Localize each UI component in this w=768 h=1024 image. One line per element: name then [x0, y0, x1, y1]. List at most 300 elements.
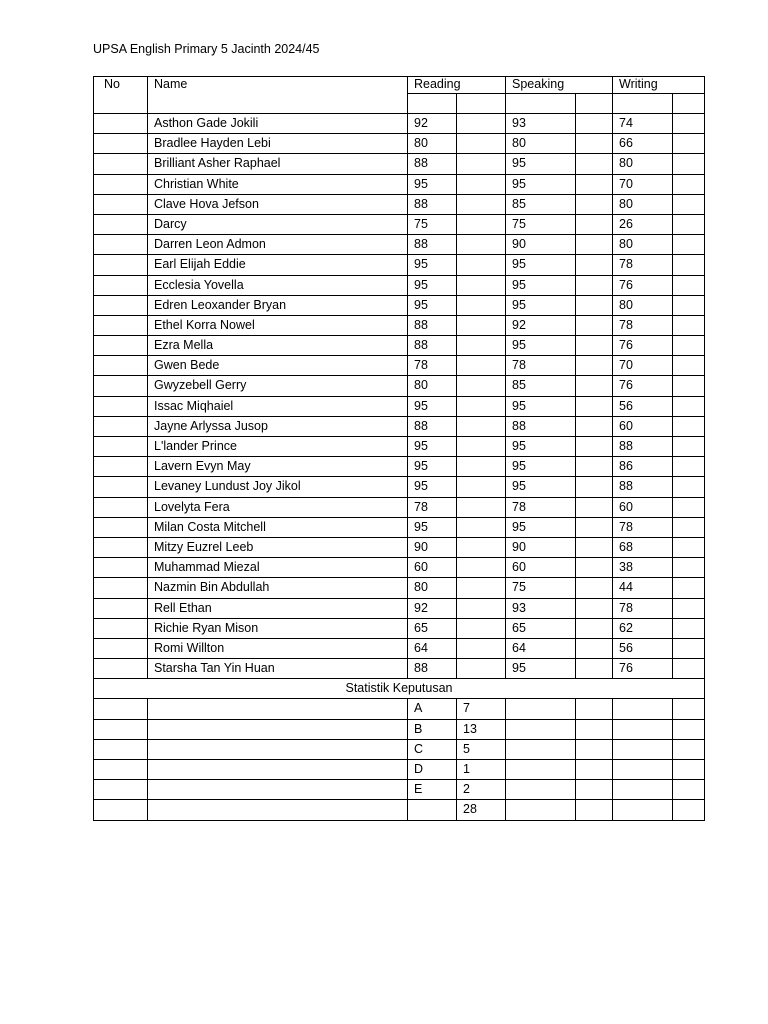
name-cell: Jayne Arlyssa Jusop — [148, 416, 408, 436]
reading-extra-cell — [457, 618, 506, 638]
speaking-score: 75 — [506, 214, 576, 234]
writing-score: 66 — [613, 134, 673, 154]
writing-extra-cell — [673, 356, 705, 376]
speaking-extra-cell — [576, 376, 613, 396]
statistics-row — [94, 760, 705, 780]
reading-score: 95 — [408, 457, 457, 477]
writing-score: 76 — [613, 659, 673, 679]
statistics-row — [94, 719, 705, 739]
empty-cell — [506, 699, 576, 719]
table-row — [94, 517, 705, 537]
reading-score: 80 — [408, 134, 457, 154]
reading-extra-cell — [457, 477, 506, 497]
writing-score: 68 — [613, 537, 673, 557]
speaking-extra-cell — [576, 235, 613, 255]
speaking-extra-cell — [576, 315, 613, 335]
name-cell: Milan Costa Mitchell — [148, 517, 408, 537]
no-cell — [94, 598, 148, 618]
column-header-reading: Reading — [408, 77, 506, 94]
speaking-extra-cell — [576, 477, 613, 497]
reading-extra-cell — [457, 416, 506, 436]
writing-extra-cell — [673, 558, 705, 578]
speaking-score: 95 — [506, 659, 576, 679]
reading-score: 60 — [408, 558, 457, 578]
reading-extra-cell — [457, 235, 506, 255]
reading-score: 88 — [408, 235, 457, 255]
no-cell — [94, 578, 148, 598]
writing-extra-cell — [673, 336, 705, 356]
no-cell — [94, 194, 148, 214]
no-cell — [94, 275, 148, 295]
column-header-name: Name — [148, 77, 408, 114]
speaking-score: 95 — [506, 477, 576, 497]
writing-score: 78 — [613, 315, 673, 335]
name-cell: Brilliant Asher Raphael — [148, 154, 408, 174]
reading-extra-cell — [457, 134, 506, 154]
empty-cell — [613, 739, 673, 759]
table-row — [94, 235, 705, 255]
no-cell — [94, 315, 148, 335]
writing-score: 80 — [613, 295, 673, 315]
table-row — [94, 214, 705, 234]
grade-count: 5 — [457, 739, 506, 759]
writing-extra-cell — [673, 214, 705, 234]
speaking-score: 65 — [506, 618, 576, 638]
writing-score: 80 — [613, 154, 673, 174]
reading-score: 80 — [408, 578, 457, 598]
reading-extra-cell — [457, 517, 506, 537]
speaking-extra-cell — [576, 275, 613, 295]
reading-score: 88 — [408, 154, 457, 174]
writing-score: 80 — [613, 235, 673, 255]
speaking-score: 75 — [506, 578, 576, 598]
table-row — [94, 376, 705, 396]
empty-cell — [506, 800, 576, 820]
table-row — [94, 659, 705, 679]
reading-sub-cell — [457, 94, 506, 114]
speaking-extra-cell — [576, 497, 613, 517]
no-cell — [94, 396, 148, 416]
reading-extra-cell — [457, 194, 506, 214]
empty-cell — [148, 800, 408, 820]
name-cell: Clave Hova Jefson — [148, 194, 408, 214]
empty-cell — [576, 719, 613, 739]
header-row — [94, 77, 705, 94]
writing-score: 26 — [613, 214, 673, 234]
empty-cell — [576, 739, 613, 759]
reading-score: 88 — [408, 315, 457, 335]
speaking-extra-cell — [576, 396, 613, 416]
writing-score: 78 — [613, 517, 673, 537]
reading-score: 95 — [408, 295, 457, 315]
reading-score: 92 — [408, 598, 457, 618]
empty-cell — [576, 800, 613, 820]
writing-extra-cell — [673, 437, 705, 457]
reading-score: 78 — [408, 497, 457, 517]
writing-extra-cell — [673, 295, 705, 315]
speaking-score: 95 — [506, 336, 576, 356]
speaking-score: 95 — [506, 457, 576, 477]
no-cell — [94, 558, 148, 578]
empty-cell — [148, 719, 408, 739]
writing-score: 60 — [613, 416, 673, 436]
empty-cell — [613, 699, 673, 719]
writing-extra-cell — [673, 315, 705, 335]
writing-score: 80 — [613, 194, 673, 214]
reading-extra-cell — [457, 214, 506, 234]
grade-label: D — [408, 760, 457, 780]
reading-extra-cell — [457, 295, 506, 315]
writing-sub-cell — [673, 94, 705, 114]
name-cell: Darcy — [148, 214, 408, 234]
no-cell — [94, 457, 148, 477]
empty-cell — [94, 760, 148, 780]
speaking-extra-cell — [576, 114, 613, 134]
name-cell: Ethel Korra Nowel — [148, 315, 408, 335]
reading-extra-cell — [457, 598, 506, 618]
writing-score: 56 — [613, 396, 673, 416]
name-cell: Romi Willton — [148, 638, 408, 658]
grade-label: E — [408, 780, 457, 800]
statistics-row — [94, 800, 705, 820]
table-row — [94, 477, 705, 497]
reading-extra-cell — [457, 255, 506, 275]
reading-extra-cell — [457, 376, 506, 396]
no-cell — [94, 416, 148, 436]
no-cell — [94, 659, 148, 679]
table-row — [94, 255, 705, 275]
grade-count: 1 — [457, 760, 506, 780]
empty-cell — [576, 780, 613, 800]
writing-score: 60 — [613, 497, 673, 517]
name-cell: Muhammad Miezal — [148, 558, 408, 578]
no-cell — [94, 638, 148, 658]
empty-cell — [613, 719, 673, 739]
writing-score: 62 — [613, 618, 673, 638]
no-cell — [94, 174, 148, 194]
name-cell: Christian White — [148, 174, 408, 194]
writing-extra-cell — [673, 618, 705, 638]
no-cell — [94, 477, 148, 497]
writing-extra-cell — [673, 174, 705, 194]
reading-extra-cell — [457, 315, 506, 335]
reading-score: 80 — [408, 376, 457, 396]
speaking-extra-cell — [576, 356, 613, 376]
reading-extra-cell — [457, 154, 506, 174]
speaking-score: 88 — [506, 416, 576, 436]
name-cell: Mitzy Euzrel Leeb — [148, 537, 408, 557]
empty-cell — [613, 760, 673, 780]
writing-score: 76 — [613, 336, 673, 356]
grade-count: 2 — [457, 780, 506, 800]
writing-sub-cell — [613, 94, 673, 114]
name-cell: Earl Elijah Eddie — [148, 255, 408, 275]
table-row — [94, 537, 705, 557]
grade-label: B — [408, 719, 457, 739]
name-cell: Ecclesia Yovella — [148, 275, 408, 295]
speaking-extra-cell — [576, 174, 613, 194]
table-row — [94, 336, 705, 356]
reading-extra-cell — [457, 457, 506, 477]
table-row — [94, 497, 705, 517]
empty-cell — [673, 739, 705, 759]
speaking-extra-cell — [576, 336, 613, 356]
name-cell: Bradlee Hayden Lebi — [148, 134, 408, 154]
speaking-score: 95 — [506, 275, 576, 295]
empty-cell — [94, 780, 148, 800]
grade-count: 7 — [457, 699, 506, 719]
speaking-score: 95 — [506, 295, 576, 315]
writing-score: 70 — [613, 174, 673, 194]
writing-score: 86 — [613, 457, 673, 477]
speaking-extra-cell — [576, 134, 613, 154]
writing-extra-cell — [673, 659, 705, 679]
grade-label: A — [408, 699, 457, 719]
column-header-no: No — [94, 77, 148, 114]
writing-extra-cell — [673, 134, 705, 154]
speaking-score: 78 — [506, 497, 576, 517]
table-row — [94, 275, 705, 295]
speaking-score: 93 — [506, 598, 576, 618]
reading-extra-cell — [457, 356, 506, 376]
speaking-score: 60 — [506, 558, 576, 578]
reading-extra-cell — [457, 638, 506, 658]
speaking-sub-cell — [576, 94, 613, 114]
reading-extra-cell — [457, 336, 506, 356]
reading-score: 95 — [408, 255, 457, 275]
writing-score: 74 — [613, 114, 673, 134]
speaking-score: 90 — [506, 537, 576, 557]
empty-cell — [148, 780, 408, 800]
writing-score: 78 — [613, 598, 673, 618]
reading-score: 88 — [408, 659, 457, 679]
reading-extra-cell — [457, 578, 506, 598]
empty-cell — [148, 760, 408, 780]
empty-cell — [506, 760, 576, 780]
speaking-score: 64 — [506, 638, 576, 658]
speaking-extra-cell — [576, 214, 613, 234]
reading-sub-cell — [408, 94, 457, 114]
name-cell: Gwyzebell Gerry — [148, 376, 408, 396]
writing-score: 76 — [613, 376, 673, 396]
grade-count: 13 — [457, 719, 506, 739]
writing-extra-cell — [673, 578, 705, 598]
writing-extra-cell — [673, 477, 705, 497]
no-cell — [94, 336, 148, 356]
speaking-score: 90 — [506, 235, 576, 255]
speaking-score: 92 — [506, 315, 576, 335]
speaking-extra-cell — [576, 537, 613, 557]
name-cell: L'lander Prince — [148, 437, 408, 457]
empty-cell — [673, 760, 705, 780]
speaking-sub-cell — [506, 94, 576, 114]
empty-cell — [673, 780, 705, 800]
empty-cell — [673, 719, 705, 739]
empty-cell — [673, 800, 705, 820]
no-cell — [94, 214, 148, 234]
no-cell — [94, 517, 148, 537]
speaking-extra-cell — [576, 517, 613, 537]
speaking-extra-cell — [576, 558, 613, 578]
speaking-score: 95 — [506, 437, 576, 457]
name-cell: Ezra Mella — [148, 336, 408, 356]
no-cell — [94, 154, 148, 174]
writing-score: 78 — [613, 255, 673, 275]
reading-extra-cell — [457, 396, 506, 416]
writing-extra-cell — [673, 457, 705, 477]
reading-extra-cell — [457, 275, 506, 295]
speaking-extra-cell — [576, 255, 613, 275]
writing-extra-cell — [673, 497, 705, 517]
name-cell: Lovelyta Fera — [148, 497, 408, 517]
table-row — [94, 356, 705, 376]
empty-cell — [576, 699, 613, 719]
reading-score: 95 — [408, 517, 457, 537]
writing-extra-cell — [673, 275, 705, 295]
no-cell — [94, 295, 148, 315]
empty-cell — [613, 780, 673, 800]
grade-label — [408, 800, 457, 820]
name-cell: Issac Miqhaiel — [148, 396, 408, 416]
writing-extra-cell — [673, 114, 705, 134]
document-title: UPSA English Primary 5 Jacinth 2024/45 — [93, 42, 320, 56]
column-header-speaking: Speaking — [506, 77, 613, 94]
writing-extra-cell — [673, 598, 705, 618]
table-row — [94, 174, 705, 194]
no-cell — [94, 437, 148, 457]
writing-extra-cell — [673, 376, 705, 396]
speaking-extra-cell — [576, 457, 613, 477]
writing-extra-cell — [673, 235, 705, 255]
table-row — [94, 315, 705, 335]
speaking-score: 95 — [506, 255, 576, 275]
reading-score: 95 — [408, 437, 457, 457]
reading-extra-cell — [457, 537, 506, 557]
empty-cell — [94, 719, 148, 739]
name-cell: Rell Ethan — [148, 598, 408, 618]
speaking-score: 80 — [506, 134, 576, 154]
marks-table — [93, 76, 705, 821]
reading-extra-cell — [457, 497, 506, 517]
writing-extra-cell — [673, 255, 705, 275]
empty-cell — [94, 739, 148, 759]
reading-score: 92 — [408, 114, 457, 134]
statistics-title-row — [94, 679, 705, 699]
no-cell — [94, 497, 148, 517]
table-row — [94, 154, 705, 174]
empty-cell — [576, 760, 613, 780]
column-header-writing: Writing — [613, 77, 705, 94]
speaking-score: 95 — [506, 154, 576, 174]
table-row — [94, 194, 705, 214]
reading-extra-cell — [457, 174, 506, 194]
name-cell: Richie Ryan Mison — [148, 618, 408, 638]
no-cell — [94, 537, 148, 557]
name-cell: Asthon Gade Jokili — [148, 114, 408, 134]
reading-score: 75 — [408, 214, 457, 234]
speaking-score: 95 — [506, 517, 576, 537]
reading-extra-cell — [457, 558, 506, 578]
speaking-score: 95 — [506, 174, 576, 194]
reading-score: 78 — [408, 356, 457, 376]
writing-extra-cell — [673, 638, 705, 658]
empty-cell — [506, 739, 576, 759]
speaking-extra-cell — [576, 295, 613, 315]
empty-cell — [148, 739, 408, 759]
writing-extra-cell — [673, 517, 705, 537]
speaking-extra-cell — [576, 154, 613, 174]
table-row — [94, 295, 705, 315]
speaking-score: 85 — [506, 376, 576, 396]
grade-label: C — [408, 739, 457, 759]
reading-extra-cell — [457, 659, 506, 679]
name-cell: Levaney Lundust Joy Jikol — [148, 477, 408, 497]
writing-extra-cell — [673, 416, 705, 436]
table-row — [94, 598, 705, 618]
empty-cell — [506, 719, 576, 739]
statistics-row — [94, 699, 705, 719]
reading-score: 90 — [408, 537, 457, 557]
statistics-row — [94, 780, 705, 800]
reading-score: 65 — [408, 618, 457, 638]
reading-score: 95 — [408, 275, 457, 295]
speaking-extra-cell — [576, 598, 613, 618]
writing-score: 56 — [613, 638, 673, 658]
name-cell: Edren Leoxander Bryan — [148, 295, 408, 315]
reading-score: 88 — [408, 336, 457, 356]
table-row — [94, 618, 705, 638]
no-cell — [94, 114, 148, 134]
no-cell — [94, 134, 148, 154]
reading-score: 95 — [408, 174, 457, 194]
empty-cell — [506, 780, 576, 800]
writing-score: 70 — [613, 356, 673, 376]
table-row — [94, 134, 705, 154]
reading-extra-cell — [457, 114, 506, 134]
table-row — [94, 114, 705, 134]
reading-score: 64 — [408, 638, 457, 658]
writing-extra-cell — [673, 537, 705, 557]
name-cell: Nazmin Bin Abdullah — [148, 578, 408, 598]
name-cell: Lavern Evyn May — [148, 457, 408, 477]
statistics-title: Statistik Keputusan — [94, 679, 705, 699]
reading-extra-cell — [457, 437, 506, 457]
writing-extra-cell — [673, 194, 705, 214]
writing-score: 88 — [613, 437, 673, 457]
table-row — [94, 457, 705, 477]
writing-score: 44 — [613, 578, 673, 598]
writing-extra-cell — [673, 154, 705, 174]
table-row — [94, 437, 705, 457]
writing-extra-cell — [673, 396, 705, 416]
reading-score: 95 — [408, 396, 457, 416]
statistics-row — [94, 739, 705, 759]
speaking-extra-cell — [576, 437, 613, 457]
table-row — [94, 558, 705, 578]
speaking-extra-cell — [576, 416, 613, 436]
speaking-score: 78 — [506, 356, 576, 376]
grade-count: 28 — [457, 800, 506, 820]
empty-cell — [673, 699, 705, 719]
table-row — [94, 396, 705, 416]
no-cell — [94, 618, 148, 638]
reading-score: 95 — [408, 477, 457, 497]
speaking-score: 85 — [506, 194, 576, 214]
speaking-extra-cell — [576, 578, 613, 598]
speaking-extra-cell — [576, 659, 613, 679]
no-cell — [94, 356, 148, 376]
no-cell — [94, 235, 148, 255]
